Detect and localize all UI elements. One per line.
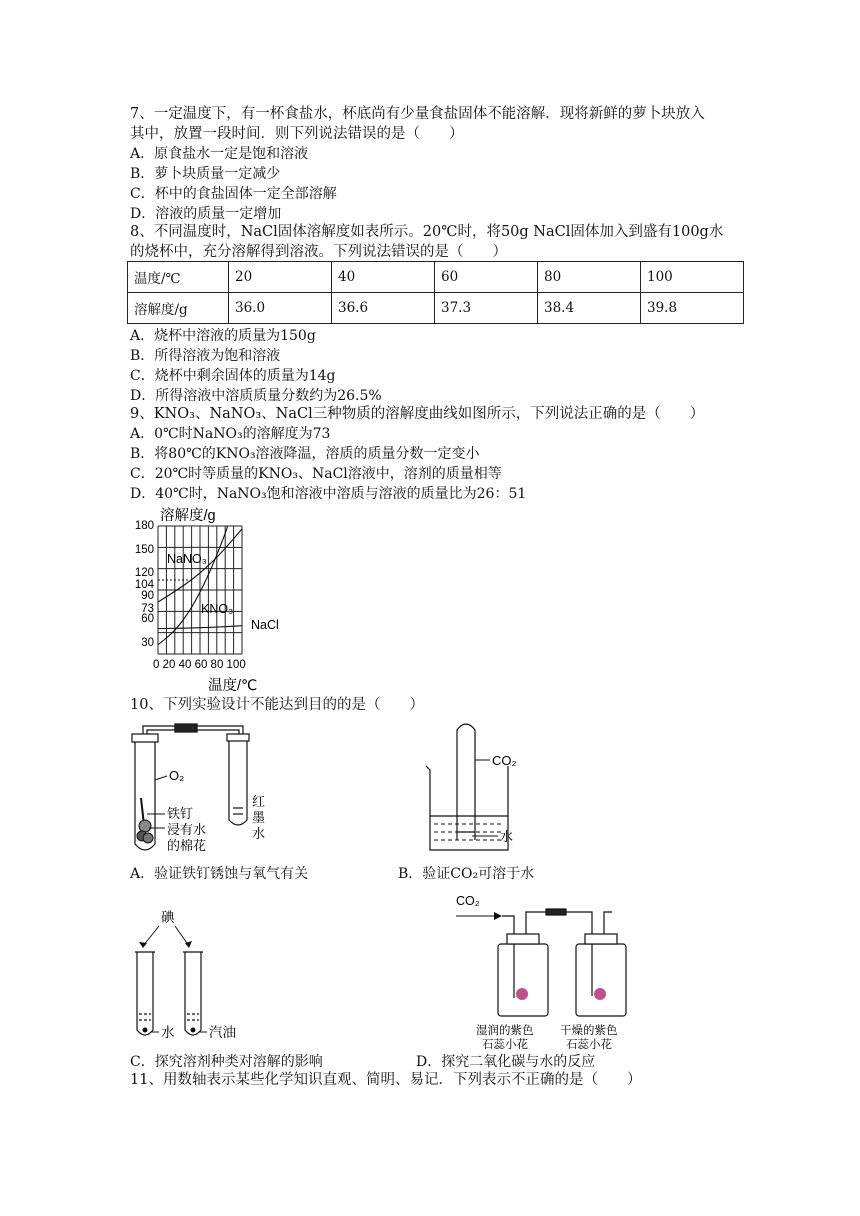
q9-option-c: C．20℃时等质量的KNO₃、NaCl溶液中，溶剂的质量相等 [130,466,502,482]
table-cell: 36.0 [229,293,332,324]
table-cell: 20 [229,262,332,293]
q8-stem-line2: 的烧杯中，充分溶解得到溶液。下列说法错误的是（ ） [130,244,507,260]
ink-label-1: 红 [252,794,266,809]
nacl-curve-label: NaCl [251,618,279,632]
cotton-label-1: 浸有水 [167,822,207,837]
apparatus-b-diagram [420,718,560,860]
y-tick-label: 90 [141,590,154,602]
iodine-label: 碘 [161,910,175,925]
nail-label: 铁钉 [167,806,194,821]
gasoline-label: 汽油 [209,1025,236,1040]
q8-option-a: A．烧杯中溶液的质量为150g [130,328,316,344]
dry-flower-label-2: 石蕊小花 [566,1039,612,1050]
wet-flower-label-1: 湿润的紫色 [476,1025,534,1037]
test-tube-icon [183,952,203,1035]
table-row [128,262,744,293]
table-cell: 温度/℃ [128,262,229,293]
water-label: 水 [161,1025,175,1040]
y-tick-label: 60 [141,613,154,625]
q8-stem-line1: 8、不同温度时，NaCl固体溶解度如表所示。20℃时，将50g NaCl固体加入到盛有100g水 [130,224,724,240]
o2-label: O₂ [169,768,185,783]
inverted-test-tube-icon [457,724,475,840]
apparatus-d-caption: D．探究二氧化碳与水的反应 [416,1054,596,1070]
arrow-head-icon [494,912,502,920]
q7-option-d: D．溶液的质量一定增加 [130,206,282,222]
y-tick-label: 150 [134,544,154,556]
table-row [128,293,744,324]
apparatus-b-caption: B．验证CO₂可溶于水 [398,866,535,882]
bottle-icon [498,934,548,1016]
solubility-table [127,261,744,324]
small-tube-icon [227,734,249,825]
table-cell: 80 [538,262,641,293]
x-tick-labels: 0 20 40 60 80 100 [153,659,246,671]
table-cell: 39.8 [641,293,744,324]
q8-option-c: C．烧杯中剩余固体的质量为14g [130,368,336,384]
q9-option-d: D．40℃时，NaNO₃饱和溶液中溶质与溶液的质量比为26：51 [130,486,527,502]
cotton-label-2: 的棉花 [167,838,207,853]
table-cell: 40 [332,262,435,293]
nano3-curve-label: NaNO₃ [167,552,207,566]
water-label: 水 [500,829,514,844]
q10-stem: 10、下列实验设计不能达到目的的是（ ） [130,697,424,713]
flower-icon [516,988,528,1000]
apparatus-c-caption: C．探究溶剂种类对溶解的影响 [130,1054,323,1070]
nail-and-cotton-icon [137,798,153,843]
arrow-head-icon [139,942,147,948]
chart-y-axis-label: 溶解度/g [160,508,216,524]
connecting-tube-icon [502,909,612,998]
q7-stem-line1: 7、一定温度下，有一杯食盐水，杯底尚有少量食盐固体不能溶解．现将新鲜的萝卜块放入 [130,106,705,122]
table-cell: 37.3 [435,293,538,324]
chart-x-axis-label: 温度/℃ [208,678,258,694]
bottle-icon [576,934,626,1016]
beaker-icon [426,766,508,850]
ink-label-2: 墨 [252,810,266,825]
iodine-crystal-icon [143,1028,148,1033]
leader-line [155,776,167,780]
q9-option-b: B．将80℃的KNO₃溶液降温，溶质的质量分数一定变小 [130,446,480,462]
iodine-crystal-icon [191,1028,196,1033]
apparatus-c-diagram [125,906,265,1048]
y-tick-label: 104 [134,579,154,591]
q8-option-b: B．所得溶液为饱和溶液 [130,348,281,364]
table-cell: 36.6 [332,293,435,324]
q9-option-a: A．0℃时NaNO₃的溶解度为73 [130,426,331,442]
y-tick-label: 73 [141,603,154,615]
test-tube-icon [135,952,155,1035]
y-tick-label: 120 [134,567,154,579]
dry-flower-label-1: 干燥的紫色 [560,1025,618,1037]
apparatus-d-diagram [452,888,652,1050]
co2-label: CO₂ [456,894,480,908]
q11-stem: 11、用数轴表示某些化学知识直观、简明、易记．下列表示不正确的是（ ） [130,1072,642,1088]
table-cell: 100 [641,262,744,293]
q9-stem: 9、KNO₃、NaNO₃、NaCl三种物质的溶解度曲线如图所示，下列说法正确的是（ ） [130,406,705,422]
q7-stem-line2: 其中，放置一段时间．则下列说法错误的是（ ） [130,126,464,142]
y-tick-label: 30 [141,637,154,649]
table-cell: 38.4 [538,293,641,324]
q7-option-c: C．杯中的食盐固体一定全部溶解 [130,186,337,202]
apparatus-a-caption: A．验证铁钉锈蚀与氧气有关 [130,866,309,882]
co2-label: CO₂ [492,753,517,768]
table-cell: 60 [435,262,538,293]
kno3-curve-label: KNO₃ [201,602,234,616]
wet-flower-label-2: 石蕊小花 [482,1039,528,1050]
flower-icon [594,988,606,1000]
y-tick-label: 180 [134,520,154,532]
table-cell: 溶解度/g [128,293,229,324]
solubility-chart [125,502,305,698]
q7-option-a: A．原食盐水一定是饱和溶液 [130,146,309,162]
ink-label-3: 水 [252,826,266,841]
apparatus-a-diagram [125,722,285,860]
q7-option-b: B．萝卜块质量一定减少 [130,166,281,182]
q8-option-d: D．所得溶液中溶质质量分数约为26.5% [130,388,382,404]
